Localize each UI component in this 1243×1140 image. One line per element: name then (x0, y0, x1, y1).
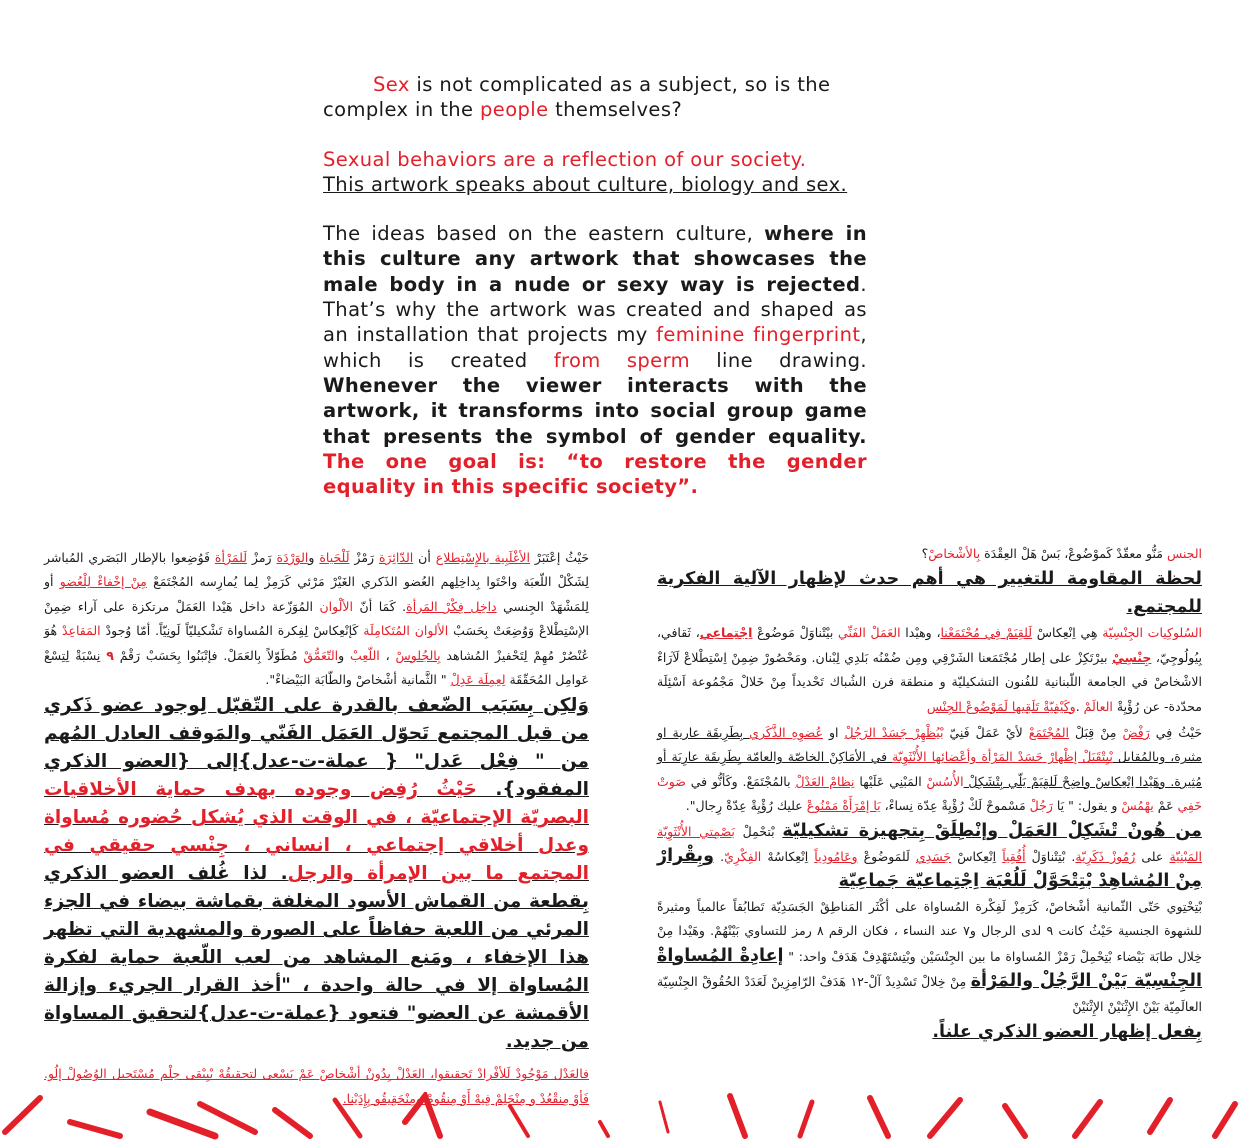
r4n: نِظامْ العَدْلْ (795, 773, 855, 789)
stroke-12 (800, 1102, 812, 1136)
l1l: مِنْ إخْفاءْ لِلْعُضو (59, 574, 147, 590)
l1c: أن (413, 550, 436, 565)
stroke-11 (730, 1096, 745, 1136)
r-sex-word: الجنس (1166, 546, 1202, 561)
english-text-block (323, 72, 867, 499)
left-closing-paragraph: فالعَدْل مَوْجُودْ لَلأفْرادْ تَحقيقوا، العَدْلْ بِدُونْ أشْخاصْ عَمْ يَسْعى لتحقيقُهْ بْيِبْقى حِلْم مُسْتَحيل الوُصُولْ إلُو. فَأوْ مِنقْعُدْ و مِنْحَلِمْ فِيهْ أَوْ مِنقُومْ ومِنْحَقِيقُو بِإِدَيْنا. (44, 1066, 589, 1106)
r3k: العالَمْ (1083, 698, 1113, 714)
r4d: المُجْتَمَعْ (1028, 725, 1069, 741)
r4k: في الأمَاكِنْ الخاصّة والعامّة بِطَرِيقَة عارِيَة أو مُثِيرة. وهَيْدا اِنْعِكاسْ واضِحْ لَلقِيَمْ يَلّي بِتْشَكِلْ (657, 749, 1202, 789)
stroke-5 (275, 1110, 310, 1136)
l1g: و (308, 550, 320, 565)
r5j: لَلمَوضُوعْ (857, 849, 916, 865)
stroke-4 (200, 1104, 255, 1132)
r4g: او (822, 725, 845, 741)
stroke-1 (5, 1098, 40, 1132)
l1x: اللّعِبْ (350, 647, 380, 663)
l1v: بِالجُلوسْ (395, 647, 441, 663)
decorative-red-strokes (0, 1092, 1243, 1140)
sex-word: Sex (373, 73, 410, 96)
r4h: عُضوِهِ الذَّكَري (749, 725, 823, 741)
r4p: صَوتْ خَفِي (657, 773, 1202, 814)
r5h: اِنْعِكاسْ (951, 849, 1003, 865)
stroke-3 (150, 1112, 215, 1136)
r3h: ، ثَقافي، بِيُولُوجِيّ، (657, 625, 1202, 665)
r4o: بالمُجْتَمَعْ. وكَأنُّو في (685, 773, 796, 789)
r4r: يهْمُسْ (1121, 798, 1154, 814)
r4w: عليك رُؤْيِةْ عِدّةْ رِجال". (685, 798, 807, 814)
r3e: العَمَلْ الفَنِّي (838, 625, 901, 641)
r3m: وكَيْفِيّةْ تَلَقِيها لَمَوْضُوعْ الجِنْس (926, 698, 1076, 714)
r5g: أُفُقِياً (1002, 849, 1026, 865)
left-paragraph-weakness (44, 692, 589, 1056)
ideas-bold-2: Whenever the viewer interacts with the artwork, it transforms into social group game that presents the symbol of gender equality. (323, 373, 867, 448)
r4t: رَجُلْ (1029, 798, 1053, 814)
r3j: بيرْتَكِزْ على إطار مُجْتَمَعنا الشَرْقِي ومِن ضُمْنُه بَلدِي لِبْنان. ومَحْصُورْ ضِمِنْ اِسْتِطْلاعْ لَآرَاءْ الاشْخاصْ في الجامعة اللّبنانية للفُنون التشكيليّة و منطقة فرن الشُباك تَحْديداً مِنْ خَلالْ مَجْمُوعة اَسْئِلَة محدّدة- عن رُؤْيِةْ (657, 649, 1202, 714)
r4e: لأيْ عَمَلْ فَنِيّ (943, 725, 1029, 741)
ideas-text-4: line drawing. (690, 348, 867, 372)
r8: مِنْ خِلالْ تَسْدِيدْ آلْ-١٢ هَدَفْ الرّامِزِينْ لَعَدَدْ الحُقُوقْ الجِنْسِيّة العالَمِيّة بَيْنْ الإِثْنَيْنْ الإِثْنَيْنْ (657, 974, 1202, 1014)
ideas-text-2: . That’s why the artwork was created and shaped as an installation that projects my (323, 272, 867, 347)
r7: إعادِةْ المُساواةْ الجِنْسِيّة بَيْنْ الرَّجُلْ والمَرْأة (657, 945, 1203, 992)
r3g: اِجْتِماعِي (699, 625, 753, 641)
stroke-2 (70, 1122, 120, 1136)
right-intro-question (657, 542, 1202, 566)
r5k: وعَامُودِياً (814, 849, 858, 865)
r5o: وبِقْرارْ مِنْ المُشاهِدْ بْتِتْحَوَّلْ لَلُعْبَة اِجْتِماعيّة جَماعِيّة (657, 846, 1202, 892)
l1q: المُوَزّعة داخل هَيْدا العَمَلْ مرتكزة على آراء ضِمِنْ الإسْتِطْلاعْ وَوُضِعَتْ بِحَسَبْ (44, 598, 589, 639)
stroke-17 (1150, 1100, 1170, 1132)
opening-question (323, 72, 867, 123)
r5l: اِنْعِكاسُهْ (761, 849, 815, 865)
l1s: كَإنْعِكاسْ لِفِكرة المُساواة تَشْكيليّاً لَونِيّاً. أمّا وُجودْ (100, 623, 364, 639)
l1ae: " الثَّمانية أشْخاصْ والطّابَة البَيْضاءْ". (265, 672, 451, 688)
r5i: جَسَدِي (915, 849, 952, 865)
l1r: الألوان المُتَكامِلَة (363, 623, 449, 639)
r5e: رُمُوزْ ذَكَرِيّة (1075, 849, 1136, 865)
right-paragraph-rejection (657, 721, 1202, 819)
people-word: people (480, 98, 549, 122)
stroke-13 (870, 1098, 888, 1136)
l1aa: مُطَوّلاً بِالعَمَلْ. فإتْبَنُوا بِحَسَبْ رَقْمْ (113, 647, 304, 663)
r5c: بَصْمِتي الأُنْثَوِيّة المَبْنِيّة (657, 823, 1202, 865)
l1h: الوَرْدَة (276, 550, 309, 565)
r3l: . (1075, 698, 1084, 714)
l1u: هُوَ عُنْصُرْ مُهِمْ لِتَحْفيزْ المُشاهد (44, 623, 590, 663)
stroke-14 (930, 1100, 960, 1136)
l1i: رَمزْ (247, 550, 277, 565)
r6: بْتِحْتِوي حَتّى الثّمانية أشْخاصْ، كَرَمِزْ لَفِكْرة المُساواة على أكْثَر المَناطِقْ الجَسَدِيّة تَطابُقاً عالمياً ومثيرةً للشهوة الجنسية حَيْثُ كانت ٩ لدى الرجال و٧ عند النساء ، فكان الرقم ٨ رمز للتساوي بَيْنْهُمْ. وهَيْدا مِنْ خِلال طابَة بَيْضاء بْتِحْمِلْ رَمْزْ المُساواة ما بين الجِنْسَيْن وبْتِسْتَهْدِفْ هَدَفْ واحد: " (657, 898, 1202, 964)
r4v: يَا إمْرَأَةْ مَمْنُوعْ (806, 798, 881, 814)
ideas-text-1: The ideas based on the eastern culture, (323, 222, 765, 246)
l1t: المَقاعِدْ (61, 623, 101, 639)
l1z: التّعَمُّقْ (303, 647, 339, 663)
ideas-text-3: , which is created (323, 323, 867, 372)
l1j: لَلمَرْأة (214, 550, 248, 565)
question-end: themselves? (548, 98, 683, 122)
question-text: is not complicated as a subject, so is the complex in the (323, 73, 831, 122)
r4j: بْيِتْقَبَلْ إظْهارْ جَسَدْ المَرْأة وأعْضائِها الأُنْثَوِيّة (892, 749, 1113, 765)
stroke-16 (1075, 1102, 1100, 1136)
r4i: بِطَرِيقَة عارية او مثيرة، وبالمُقابل (657, 725, 1202, 765)
l2c: . لذا غُلف العضو الذكري بِقطعة من القماش الأسود المغلفة بقماشة بيضاء في الجزء المرئي من اللعبة حفاظاً على الصورة والمشهدية التي تظهر هذا الإخفاء ، ومَنع المشاهد من لعب اللّعبة حماية لفكرة المُساواة إلا في حالة واحدة ، "أخذ القرار الجريء وإزالة الأقمشة عن العضو" فتعود {عملة-ت-عدل}لتحقيق المساواة من جديد. (44, 863, 589, 1053)
l1e: رَمْزْ (349, 550, 379, 565)
stroke-10 (660, 1102, 668, 1132)
l1ab: ٩ (106, 647, 114, 663)
stroke-8 (510, 1106, 528, 1136)
r-q-mark: ؟ (921, 546, 929, 561)
r3a: السُلوكِيات الجِنْسِيّة (1102, 625, 1202, 641)
l1b: الأغْلَبِية بالإِسْتِطلاع (435, 550, 531, 565)
arabic-left-column (44, 546, 589, 1111)
stroke-18 (1215, 1104, 1235, 1136)
r3d: ، وهيْدا (900, 625, 941, 641)
r3b: هِي اِنْعِكاسْ (1032, 625, 1103, 641)
r4m: المَبْنِي عَلَيْها (854, 773, 927, 789)
l1ac: نِسْبَةْ لِتِسْعْ عَوامِل المُحَقّقَة (44, 647, 589, 688)
right-paragraph-eight (657, 895, 1202, 1019)
artwork-speaks-line: This artwork speaks about culture, biology and sex. (323, 172, 848, 196)
l1m: أو لِلمَشْهَدْ الجِنسي (44, 574, 589, 614)
r-q-text: مَنُّو معقّدْ كَموْضُوعْ، بَسْ هَلْ العِقْدَة (980, 546, 1167, 561)
r4l: الأُسُسْ (926, 773, 964, 789)
l1d: الدّائِرَة (378, 550, 414, 565)
stroke-6 (335, 1100, 360, 1136)
l2a: وَلكِن بِسَبَب الضّعف بالقدرة على التّقبّل لِوجود عضو ذَكري من قبل المجتمع تَحوّل العَمَل الفَنّي والمَوقف العادل المُهم من " فِعْل عَدل" { عملة-ت-عدل}إلى {العضو الذكري المفقود}. (44, 695, 589, 801)
r5n: . (714, 849, 725, 865)
r4b: رَفْضْ (1122, 725, 1150, 741)
one-goal-statement: The one goal is: “to restore the gender equality in this specific society”. (323, 449, 867, 499)
right-closing-line: بِفعل إظهار العضو الذكري علناً. (932, 1021, 1202, 1042)
from-sperm: from sperm (553, 348, 691, 372)
l2b: حَيْثُ رُفِض وجوده بهدف حماية الأخلاقيات البصريّة الإجتماعيّة ، في الوقت الذي يُشكل حُضوره مُساواة وعدل أخلاقي إجتماعي ، انساني ، جِنْسي حقيقي في المجتمع ما بين الإمرأة والرجل (44, 779, 589, 885)
stroke-15 (1005, 1106, 1025, 1136)
l1ad: لِعِمِلَة عَدِلْ (450, 672, 506, 688)
r3i: جِنْسِيْ (1111, 649, 1152, 665)
r4a: حَيْثُ فِي (1149, 725, 1202, 741)
r4q: عَمْ (1153, 798, 1178, 814)
right-resistance-heading: لحظة المقاومة للتغيير هي أهم حدث لإظهار الآلية الفكرية للمجتمع. (657, 569, 1202, 617)
r5a: من هُونْ تْشَكِلْ العَمَلْ وإنْطِلَقْ بِتجهيزة تشكيليّة (782, 820, 1202, 841)
l1a: حَيْثُ إعْتَبَرْ (530, 550, 589, 565)
left-paragraph-survey (44, 546, 589, 692)
r3c: لَلقِيَمْ فِي مُجْتَمَعْنا (940, 625, 1033, 641)
ideas-paragraph (323, 221, 867, 499)
r4f: بْيُظْهِرْ جَسَدْ الرَجُلْ (844, 725, 944, 741)
l1f: لَلْحَياة (319, 550, 350, 565)
stroke-9 (600, 1122, 608, 1136)
right-paragraph-behaviors (657, 621, 1202, 719)
r4c: مِنْ قِبَلْ (1069, 725, 1123, 741)
l1p: الألْوان (319, 598, 354, 614)
right-paragraph-installation (657, 819, 1202, 895)
r-people-word: بِالأشْخاصْ (928, 546, 981, 561)
r4u: مَسْموحْ لَكْ رُؤْيِةْ عِدّة نِساءْ، (880, 798, 1030, 814)
arabic-right-column (657, 542, 1202, 1046)
r5f: . بْتِتْناوَلْ (1025, 849, 1076, 865)
ideas-bold-1: where in this culture any artwork that showcases the male body in a nude or sexy way is rejected (323, 222, 867, 296)
stroke-7 (405, 1096, 440, 1136)
l1n: داخِل فِكْرْ المَرأة (406, 598, 497, 614)
r5b: بْتحْمِلْ (734, 823, 783, 839)
l1w: ، (379, 647, 396, 663)
feminine-fingerprint: feminine fingerprint (656, 323, 861, 347)
r4s: و يقول: " يَا (1052, 798, 1122, 814)
r3f: بيْتْناوَلْ مَوضُوعْ (752, 625, 839, 641)
l1y: و (338, 647, 351, 663)
sexual-behaviors-line: Sexual behaviors are a reflection of our society. (323, 147, 807, 171)
l1o: . كَمَا أنّ (353, 598, 407, 614)
l1k: فَوُضِعوا بالإطار البَصَري المُباشر لِشَكْلْ اللّعبَة واحْتَوا بِداخِلِهم العُضو الذَكري الغَيْرْ مَرْئي كَرَمِزْ لِما يُمارِسه المُجْتَمَعْ (44, 550, 589, 590)
r5d: على (1135, 849, 1170, 865)
r5m: الفِكْرِيّ (724, 849, 762, 865)
